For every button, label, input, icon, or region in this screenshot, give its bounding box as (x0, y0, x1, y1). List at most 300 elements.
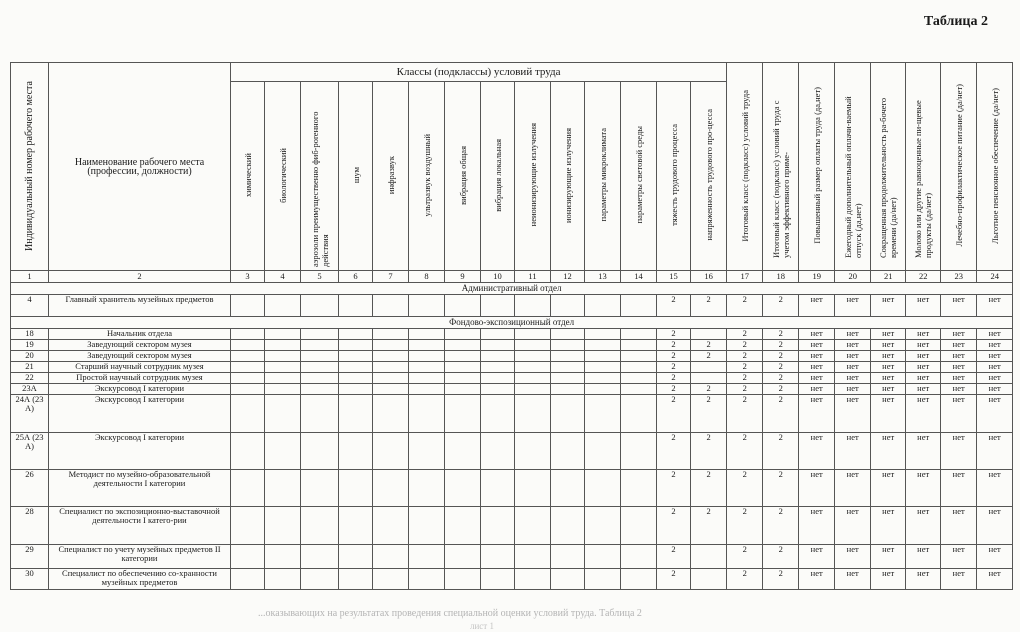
cell-col3 (231, 351, 265, 362)
cell-col24: нет (977, 384, 1013, 395)
cell-col16 (691, 545, 727, 569)
workplace-number: 28 (11, 507, 49, 545)
cell-col20: нет (835, 295, 871, 317)
cell-col3 (231, 373, 265, 384)
cell-col15: 2 (657, 433, 691, 470)
cell-col14 (621, 545, 657, 569)
cell-col13 (585, 362, 621, 373)
header-factor: вибрация локальная (481, 82, 515, 271)
cell-col11 (515, 351, 551, 362)
cell-col10 (481, 545, 515, 569)
cell-col3 (231, 362, 265, 373)
header-workplace-name: Наименование рабочего места (профессии, должности) (49, 63, 231, 271)
cell-col8 (409, 395, 445, 433)
column-number: 8 (409, 271, 445, 283)
cell-col4 (265, 569, 301, 590)
cell-col8 (409, 373, 445, 384)
cell-col7 (373, 384, 409, 395)
header-col20: Ежегодный дополнительный оплачи-ваемый отпуск (да,нет) (835, 63, 871, 271)
cell-col16: 2 (691, 470, 727, 507)
cell-col16: 2 (691, 340, 727, 351)
cell-col6 (339, 433, 373, 470)
cell-col22: нет (906, 433, 941, 470)
workplace-name: Специалист по учету музейных предметов II категории (49, 545, 231, 569)
cell-col13 (585, 507, 621, 545)
cell-col17: 2 (727, 329, 763, 340)
cell-col12 (551, 507, 585, 545)
table-row (11, 329, 1013, 340)
footer-page-note: лист 1 (470, 621, 494, 631)
cell-col21: нет (871, 470, 906, 507)
workplace-number: 26 (11, 470, 49, 507)
cell-col23: нет (941, 569, 977, 590)
cell-col3 (231, 395, 265, 433)
cell-col10 (481, 470, 515, 507)
table-row (11, 470, 1013, 507)
workplace-name: Специалист по экспозиционно-выставочной деятельности I катего-рии (49, 507, 231, 545)
workplace-number: 25А (23 А) (11, 433, 49, 470)
cell-col6 (339, 351, 373, 362)
cell-col15: 2 (657, 351, 691, 362)
cell-col20: нет (835, 545, 871, 569)
cell-col20: нет (835, 395, 871, 433)
cell-col15: 2 (657, 395, 691, 433)
cell-col13 (585, 329, 621, 340)
column-number: 10 (481, 271, 515, 283)
workplace-name: Заведующий сектором музея (49, 340, 231, 351)
cell-col20: нет (835, 507, 871, 545)
cell-col16 (691, 569, 727, 590)
cell-col8 (409, 545, 445, 569)
cell-col14 (621, 340, 657, 351)
cell-col19: нет (799, 433, 835, 470)
workplace-number: 21 (11, 362, 49, 373)
cell-col6 (339, 395, 373, 433)
cell-col7 (373, 545, 409, 569)
cell-col14 (621, 470, 657, 507)
cell-col15: 2 (657, 470, 691, 507)
header-factor: параметры микроклимата (585, 82, 621, 271)
column-number: 11 (515, 271, 551, 283)
column-number: 16 (691, 271, 727, 283)
cell-col11 (515, 395, 551, 433)
footer-note: ...оказывающих на результатах проведения специальной оценки условий труда. Таблица 2 (258, 608, 642, 619)
cell-col6 (339, 295, 373, 317)
cell-col13 (585, 569, 621, 590)
cell-col24: нет (977, 433, 1013, 470)
workplace-name: Главный хранитель музейных предметов (49, 295, 231, 317)
cell-col11 (515, 362, 551, 373)
cell-col21: нет (871, 329, 906, 340)
cell-col18: 2 (763, 395, 799, 433)
cell-col10 (481, 340, 515, 351)
cell-col8 (409, 569, 445, 590)
cell-col6 (339, 373, 373, 384)
cell-col20: нет (835, 433, 871, 470)
cell-col19: нет (799, 470, 835, 507)
cell-col8 (409, 340, 445, 351)
cell-col12 (551, 362, 585, 373)
column-number: 9 (445, 271, 481, 283)
cell-col4 (265, 373, 301, 384)
cell-col22: нет (906, 395, 941, 433)
column-number: 21 (871, 271, 906, 283)
cell-col12 (551, 433, 585, 470)
cell-col10 (481, 295, 515, 317)
header-factor: напряженность трудового про-цесса (691, 82, 727, 271)
workplace-name: Специалист по обеспечению со-хранности музейных предметов (49, 569, 231, 590)
cell-col18: 2 (763, 433, 799, 470)
workplace-name: Экскурсовод I категории (49, 395, 231, 433)
cell-col4 (265, 351, 301, 362)
cell-col9 (445, 329, 481, 340)
cell-col16: 2 (691, 351, 727, 362)
workplace-name: Старший научный сотрудник музея (49, 362, 231, 373)
cell-col4 (265, 545, 301, 569)
cell-col17: 2 (727, 295, 763, 317)
cell-col11 (515, 569, 551, 590)
cell-col21: нет (871, 351, 906, 362)
cell-col18: 2 (763, 545, 799, 569)
column-number: 5 (301, 271, 339, 283)
cell-col20: нет (835, 362, 871, 373)
cell-col20: нет (835, 569, 871, 590)
cell-col13 (585, 373, 621, 384)
cell-col7 (373, 507, 409, 545)
cell-col5 (301, 329, 339, 340)
cell-col15: 2 (657, 340, 691, 351)
cell-col14 (621, 373, 657, 384)
cell-col3 (231, 295, 265, 317)
cell-col18: 2 (763, 340, 799, 351)
cell-col12 (551, 373, 585, 384)
cell-col19: нет (799, 295, 835, 317)
cell-col11 (515, 340, 551, 351)
table-title: Таблица 2 (923, 14, 988, 29)
column-number: 3 (231, 271, 265, 283)
cell-col9 (445, 362, 481, 373)
column-number: 1 (11, 271, 49, 283)
working-conditions-table (10, 62, 1013, 590)
cell-col6 (339, 569, 373, 590)
cell-col12 (551, 295, 585, 317)
cell-col15: 2 (657, 569, 691, 590)
cell-col8 (409, 470, 445, 507)
cell-col16 (691, 362, 727, 373)
cell-col24: нет (977, 569, 1013, 590)
cell-col23: нет (941, 351, 977, 362)
header-col23: Лечебно-профилактическое питание (да/нет) (941, 63, 977, 271)
table-row (11, 340, 1013, 351)
workplace-name: Начальник отдела (49, 329, 231, 340)
column-number: 20 (835, 271, 871, 283)
header-col22: Молоко или другие равноценные пи-щевые продукты (да/нет) (906, 63, 941, 271)
cell-col14 (621, 569, 657, 590)
cell-col15: 2 (657, 384, 691, 395)
header-col21: Сокращенная продолжительность ра-бочего времени (да/нет) (871, 63, 906, 271)
workplace-number: 24А (23 А) (11, 395, 49, 433)
cell-col10 (481, 569, 515, 590)
cell-col6 (339, 329, 373, 340)
cell-col7 (373, 351, 409, 362)
cell-col7 (373, 340, 409, 351)
cell-col9 (445, 340, 481, 351)
cell-col3 (231, 569, 265, 590)
cell-col12 (551, 384, 585, 395)
cell-col22: нет (906, 362, 941, 373)
cell-col21: нет (871, 395, 906, 433)
cell-col12 (551, 351, 585, 362)
cell-col11 (515, 373, 551, 384)
column-number: 17 (727, 271, 763, 283)
cell-col11 (515, 384, 551, 395)
header-workplace-number: Индивидуальный номер рабочего места (11, 63, 49, 271)
cell-col18: 2 (763, 507, 799, 545)
header-factor: параметры световой среды (621, 82, 657, 271)
table-row (11, 507, 1013, 545)
column-number: 19 (799, 271, 835, 283)
cell-col4 (265, 470, 301, 507)
column-number: 2 (49, 271, 231, 283)
cell-col16: 2 (691, 295, 727, 317)
cell-col23: нет (941, 295, 977, 317)
cell-col19: нет (799, 329, 835, 340)
cell-col20: нет (835, 329, 871, 340)
cell-col17: 2 (727, 340, 763, 351)
cell-col9 (445, 351, 481, 362)
cell-col22: нет (906, 340, 941, 351)
cell-col7 (373, 329, 409, 340)
table-row (11, 373, 1013, 384)
table-row (11, 545, 1013, 569)
cell-col4 (265, 507, 301, 545)
cell-col5 (301, 295, 339, 317)
cell-col14 (621, 395, 657, 433)
cell-col12 (551, 329, 585, 340)
cell-col4 (265, 340, 301, 351)
cell-col6 (339, 384, 373, 395)
header-factor: ультразвук воздушный (409, 82, 445, 271)
header-factor: неионизирующие излучения (515, 82, 551, 271)
table-row (11, 395, 1013, 433)
cell-col11 (515, 329, 551, 340)
cell-col23: нет (941, 329, 977, 340)
cell-col24: нет (977, 340, 1013, 351)
workplace-number: 23А (11, 384, 49, 395)
cell-col9 (445, 395, 481, 433)
cell-col22: нет (906, 351, 941, 362)
table-row (11, 295, 1013, 317)
cell-col24: нет (977, 373, 1013, 384)
cell-col21: нет (871, 433, 906, 470)
cell-col17: 2 (727, 384, 763, 395)
cell-col4 (265, 295, 301, 317)
table-row (11, 433, 1013, 470)
workplace-number: 20 (11, 351, 49, 362)
cell-col23: нет (941, 340, 977, 351)
cell-col5 (301, 384, 339, 395)
cell-col21: нет (871, 362, 906, 373)
cell-col24: нет (977, 329, 1013, 340)
table-row (11, 362, 1013, 373)
cell-col21: нет (871, 295, 906, 317)
cell-col15: 2 (657, 329, 691, 340)
cell-col6 (339, 507, 373, 545)
cell-col3 (231, 340, 265, 351)
header-factor: химический (231, 82, 265, 271)
cell-col15: 2 (657, 545, 691, 569)
cell-col17: 2 (727, 362, 763, 373)
cell-col10 (481, 351, 515, 362)
cell-col12 (551, 340, 585, 351)
header-col17: Итоговый класс (подкласс) условий труда (727, 63, 763, 271)
cell-col11 (515, 470, 551, 507)
column-number: 12 (551, 271, 585, 283)
cell-col22: нет (906, 569, 941, 590)
cell-col9 (445, 295, 481, 317)
header-col18: Итоговый класс (подкласс) условий труда с учетом эффективного приме- (763, 63, 799, 271)
cell-col18: 2 (763, 329, 799, 340)
cell-col15: 2 (657, 373, 691, 384)
cell-col21: нет (871, 507, 906, 545)
cell-col5 (301, 351, 339, 362)
cell-col9 (445, 507, 481, 545)
cell-col22: нет (906, 295, 941, 317)
cell-col8 (409, 384, 445, 395)
cell-col14 (621, 295, 657, 317)
section-heading: Фондово-экспозиционный отдел (11, 317, 1013, 329)
workplace-name: Заведующий сектором музея (49, 351, 231, 362)
cell-col14 (621, 384, 657, 395)
cell-col9 (445, 545, 481, 569)
cell-col19: нет (799, 395, 835, 433)
workplace-number: 22 (11, 373, 49, 384)
cell-col13 (585, 545, 621, 569)
cell-col18: 2 (763, 569, 799, 590)
cell-col4 (265, 384, 301, 395)
cell-col24: нет (977, 362, 1013, 373)
section-heading: Административный отдел (11, 283, 1013, 295)
cell-col17: 2 (727, 433, 763, 470)
cell-col5 (301, 569, 339, 590)
cell-col21: нет (871, 340, 906, 351)
workplace-number: 30 (11, 569, 49, 590)
cell-col15: 2 (657, 362, 691, 373)
cell-col17: 2 (727, 507, 763, 545)
cell-col14 (621, 362, 657, 373)
cell-col5 (301, 470, 339, 507)
cell-col22: нет (906, 373, 941, 384)
cell-col24: нет (977, 545, 1013, 569)
cell-col22: нет (906, 384, 941, 395)
cell-col14 (621, 507, 657, 545)
cell-col5 (301, 362, 339, 373)
cell-col8 (409, 329, 445, 340)
column-number: 4 (265, 271, 301, 283)
cell-col22: нет (906, 470, 941, 507)
cell-col18: 2 (763, 470, 799, 507)
cell-col14 (621, 351, 657, 362)
workplace-name: Простой научный сотрудник музея (49, 373, 231, 384)
cell-col3 (231, 507, 265, 545)
header-factor: биологический (265, 82, 301, 271)
cell-col3 (231, 545, 265, 569)
cell-col8 (409, 362, 445, 373)
header-col24: Льготное пенсионное обеспечение (да/нет) (977, 63, 1013, 271)
cell-col16: 2 (691, 384, 727, 395)
cell-col10 (481, 329, 515, 340)
cell-col16 (691, 329, 727, 340)
cell-col5 (301, 395, 339, 433)
header-factor: ионизирующие излучения (551, 82, 585, 271)
cell-col20: нет (835, 340, 871, 351)
cell-col18: 2 (763, 351, 799, 362)
cell-col8 (409, 351, 445, 362)
cell-col7 (373, 295, 409, 317)
cell-col13 (585, 433, 621, 470)
cell-col8 (409, 295, 445, 317)
cell-col15: 2 (657, 507, 691, 545)
cell-col17: 2 (727, 395, 763, 433)
cell-col23: нет (941, 507, 977, 545)
header-col19: Повышенный размер оплаты труда (да,нет) (799, 63, 835, 271)
cell-col17: 2 (727, 470, 763, 507)
cell-col6 (339, 470, 373, 507)
cell-col4 (265, 329, 301, 340)
cell-col13 (585, 351, 621, 362)
cell-col3 (231, 433, 265, 470)
cell-col3 (231, 329, 265, 340)
header-conditions-group: Классы (подклассы) условий труда (231, 63, 727, 82)
cell-col5 (301, 373, 339, 384)
cell-col3 (231, 470, 265, 507)
cell-col23: нет (941, 395, 977, 433)
column-number: 13 (585, 271, 621, 283)
cell-col21: нет (871, 384, 906, 395)
cell-col17: 2 (727, 373, 763, 384)
cell-col23: нет (941, 433, 977, 470)
cell-col5 (301, 507, 339, 545)
cell-col6 (339, 545, 373, 569)
cell-col7 (373, 373, 409, 384)
cell-col20: нет (835, 384, 871, 395)
cell-col22: нет (906, 545, 941, 569)
cell-col9 (445, 373, 481, 384)
cell-col9 (445, 569, 481, 590)
workplace-name: Методист по музейно-образовательной деятельности I категории (49, 470, 231, 507)
cell-col3 (231, 384, 265, 395)
cell-col13 (585, 395, 621, 433)
column-number: 7 (373, 271, 409, 283)
cell-col8 (409, 433, 445, 470)
cell-col10 (481, 433, 515, 470)
header-factor: инфразвук (373, 82, 409, 271)
cell-col9 (445, 384, 481, 395)
cell-col9 (445, 433, 481, 470)
cell-col24: нет (977, 395, 1013, 433)
cell-col10 (481, 507, 515, 545)
column-number: 6 (339, 271, 373, 283)
workplace-name: Экскурсовод I категории (49, 433, 231, 470)
cell-col14 (621, 329, 657, 340)
cell-col16: 2 (691, 507, 727, 545)
cell-col4 (265, 362, 301, 373)
cell-col12 (551, 470, 585, 507)
cell-col5 (301, 545, 339, 569)
header-factor: тяжесть трудового процесса (657, 82, 691, 271)
cell-col23: нет (941, 545, 977, 569)
cell-col19: нет (799, 373, 835, 384)
